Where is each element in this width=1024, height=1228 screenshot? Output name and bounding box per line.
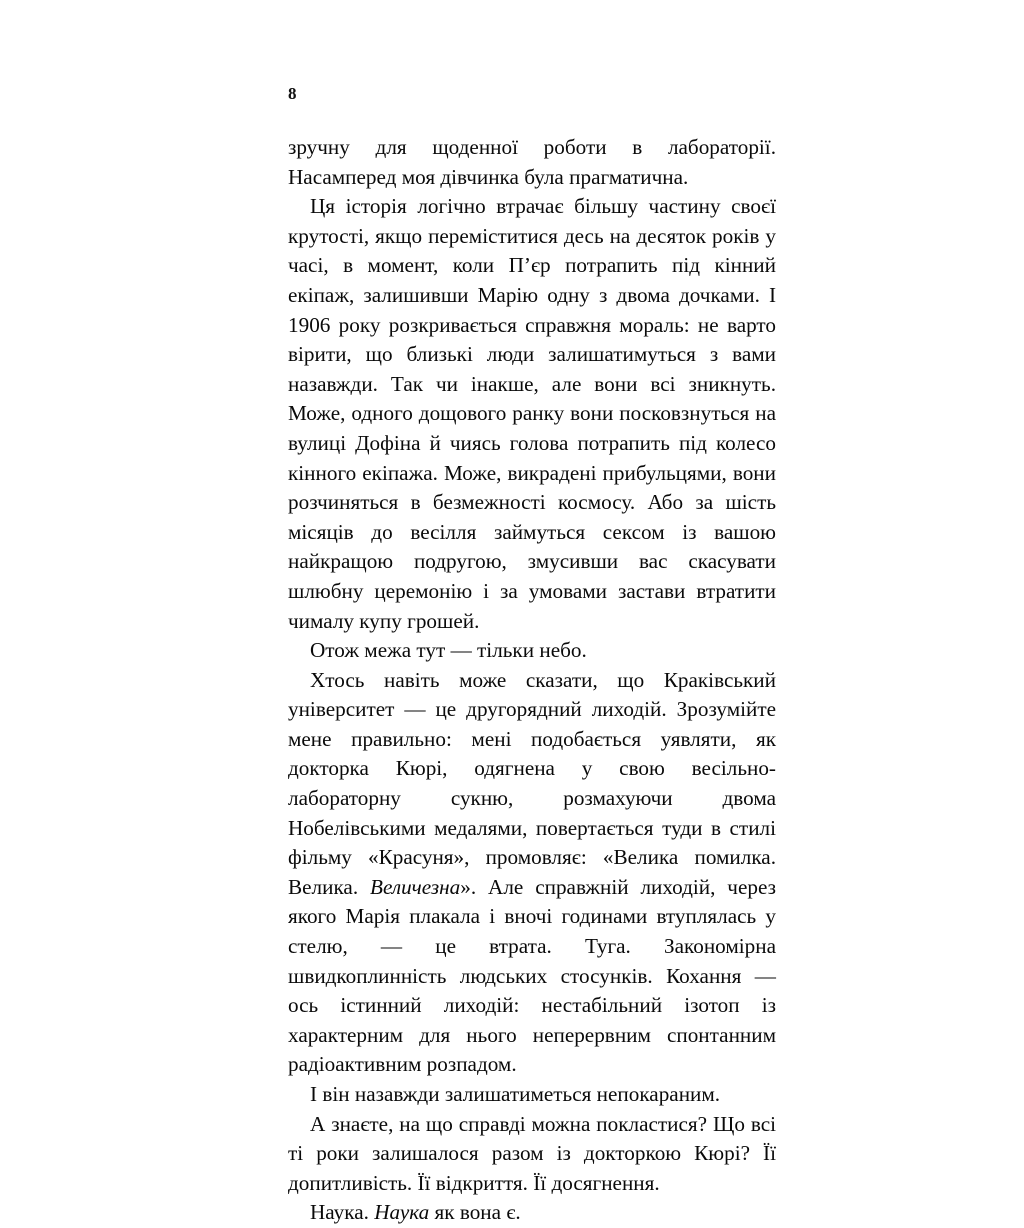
paragraph-text: А знаєте, на що справді можна покластися? Що всі ті роки залишалося разом із докторкою Кюрі? Її допитливість. Її відкриття. Її досягнення. bbox=[288, 1111, 776, 1195]
paragraph bbox=[288, 133, 776, 192]
paragraph bbox=[288, 1198, 776, 1228]
body-text bbox=[288, 133, 776, 1228]
paragraph bbox=[288, 1080, 776, 1110]
paragraph-text: Хтось навіть може сказати, що Краківський університет — це другорядний лиходій. Зрозумійте мене правильно: мені подобається уявляти, як докторка Кюрі, одягнена у свою весільно-лабораторну сукню, розмахуючи двома Нобелівськими медалями, повертається туди в стилі фільму «Красуня», промовляє: «Велика помилка. Велика. bbox=[288, 667, 776, 899]
paragraph-text: Ця історія логічно втрачає більшу частину своєї крутості, якщо переміститися десь на десяток років у часі, в момент, коли П’єр потрапить під кінний екіпаж, залишивши Марію одну з двома дочками. І 1906 року розкривається справжня мораль: не варто вірити, що близькі люди залишатимуться з вами назавжди. Так чи інакше, але вони всі зникнуть. Може, одного дощового ранку вони посковзнуться на вулиці Дофіна й чиясь голова потрапить під колесо кінного екіпажа. Може, викрадені прибульцями, вони розчиняться в безмежності космосу. Або за шість місяців до весілля займуться сексом із вашою найкращою подругою, змусивши вас скасувати шлюбну церемонію і за умовами застави втратити чималу купу грошей. bbox=[288, 194, 776, 633]
emphasis-text: Величезна bbox=[370, 874, 461, 899]
paragraph bbox=[288, 1110, 776, 1199]
paragraph-text: зручну для щоденної роботи в лабораторії. Насамперед моя дівчинка була прагматична. bbox=[288, 135, 776, 189]
paragraph-text: Наука. bbox=[310, 1200, 375, 1225]
paragraph bbox=[288, 636, 776, 666]
paragraph-text: І він назавжди залишатиметься непокараним. bbox=[310, 1082, 721, 1106]
page-number: 8 bbox=[288, 84, 297, 103]
paragraph-text: ». Але справжній лиходій, через якого Марія плакала і вночі годинами втуплялась у стелю, — це втрата. Туга. Закономірна швидкоплинність людських стосунків. Кохання — ось істинний лиходій: нестабільний ізотоп із характерним для нього неперервним спонтанним радіоактивним розпадом. bbox=[288, 874, 776, 1077]
emphasis-text: Наука bbox=[374, 1200, 430, 1225]
paragraph bbox=[288, 666, 776, 1080]
text-column bbox=[288, 84, 776, 1228]
paragraph-text: як вона є. bbox=[429, 1200, 521, 1225]
paragraph bbox=[288, 192, 776, 636]
paragraph-text: Отож межа тут — тільки небо. bbox=[310, 638, 587, 663]
